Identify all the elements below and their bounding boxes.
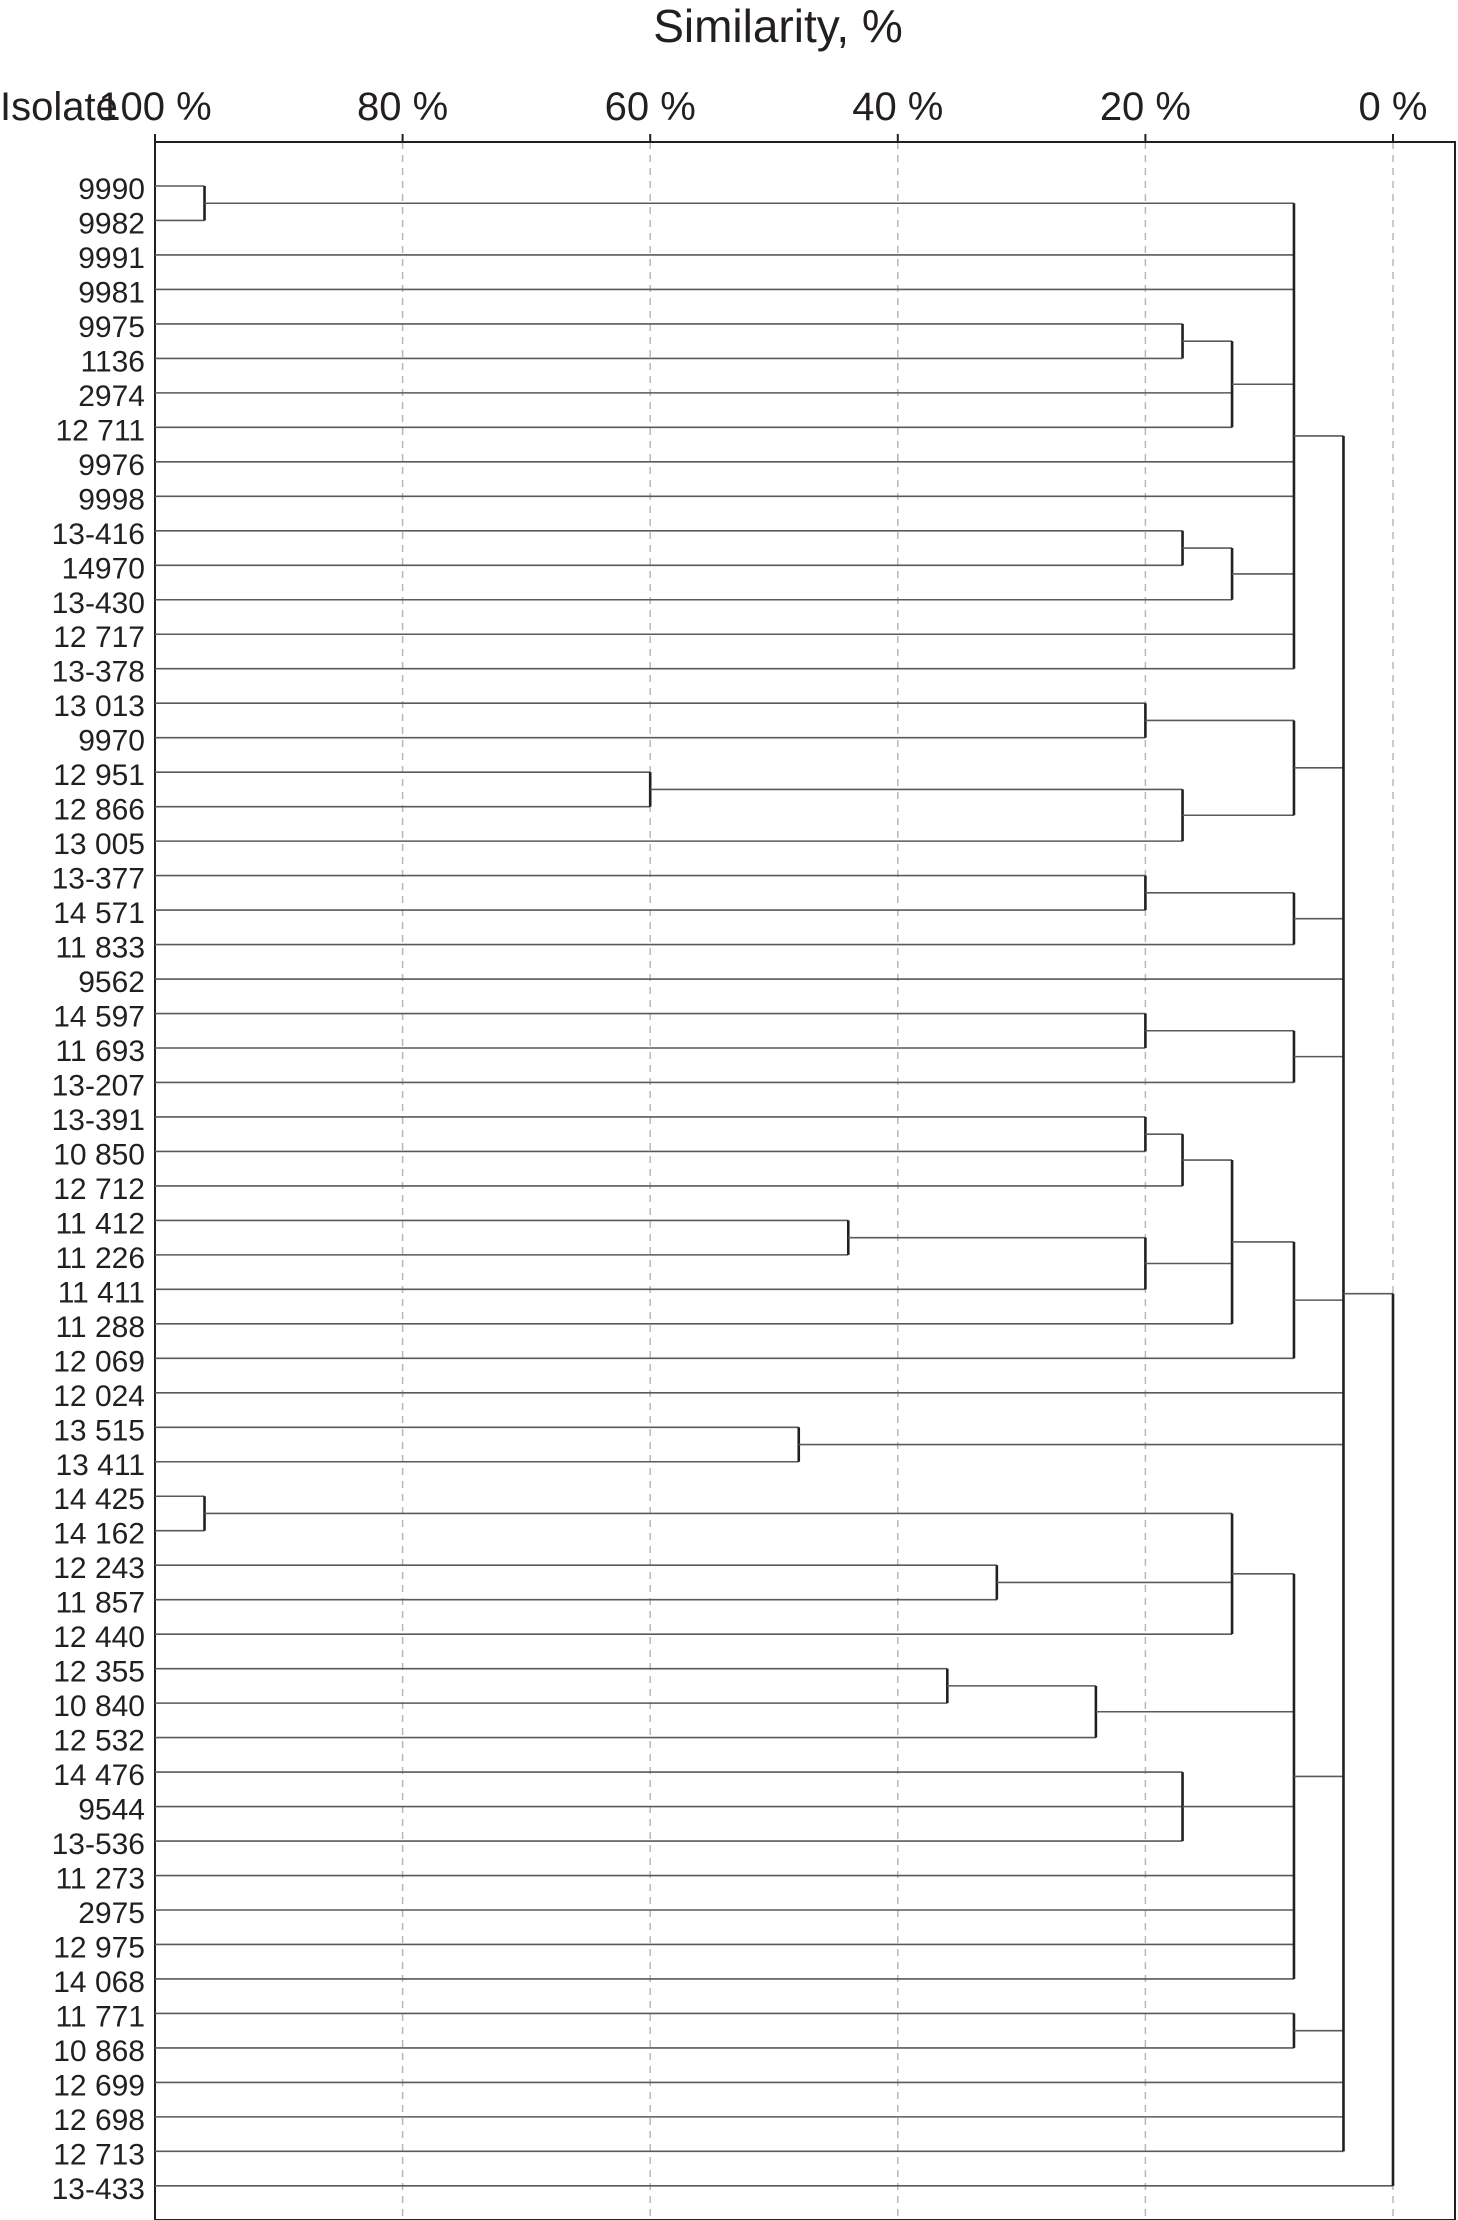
isolate-label: 13 515 — [53, 1414, 145, 1448]
isolate-label: 14 162 — [53, 1517, 145, 1551]
isolate-label: 2975 — [78, 1897, 145, 1930]
isolate-label: 11 273 — [55, 1862, 145, 1896]
isolate-label: 2974 — [78, 379, 145, 413]
isolate-label: 11 693 — [55, 1035, 145, 1068]
isolate-label: 12 712 — [53, 1172, 145, 1206]
isolate-label: 14 068 — [53, 1965, 145, 1999]
isolate-label: 13-377 — [51, 862, 145, 896]
isolate-label: 12 440 — [53, 1621, 145, 1655]
isolate-label: 9970 — [78, 724, 145, 758]
isolate-label: 10 868 — [53, 2034, 145, 2068]
plot-frame — [155, 142, 1455, 2220]
isolate-label: 13-207 — [51, 1069, 145, 1103]
isolate-label: 13 013 — [53, 690, 145, 724]
gridlines — [403, 142, 1393, 2220]
isolate-label: 11 288 — [55, 1310, 145, 1344]
isolate-label: 9998 — [78, 483, 145, 517]
isolate-label: 11 412 — [55, 1207, 145, 1241]
isolate-label: 14 425 — [53, 1483, 145, 1517]
isolate-label: 11 226 — [55, 1241, 145, 1275]
isolate-label: 14970 — [61, 552, 145, 586]
isolate-label: 14 571 — [53, 897, 145, 931]
isolate-label: 12 355 — [53, 1655, 145, 1689]
isolate-label: 12 711 — [55, 414, 145, 448]
tick-label: 100 % — [98, 85, 212, 129]
isolate-label: 9990 — [78, 173, 145, 206]
isolate-label: 9544 — [78, 1793, 145, 1827]
isolate-label: 11 411 — [57, 1276, 145, 1310]
isolate-label: 13 411 — [55, 1448, 145, 1482]
isolate-label: 12 717 — [53, 621, 145, 655]
row-header: Isolate — [0, 85, 118, 129]
isolate-label: 9976 — [78, 448, 145, 482]
tick-label: 40 % — [852, 85, 944, 129]
isolate-label: 10 850 — [53, 1138, 145, 1172]
isolate-label: 13-536 — [51, 1828, 145, 1862]
isolate-label: 12 713 — [53, 2138, 145, 2172]
x-axis-ticks — [98, 85, 1427, 142]
isolate-label: 12 866 — [53, 793, 145, 827]
chart-title: Similarity, % — [653, 0, 903, 52]
isolate-label: 12 699 — [53, 2069, 145, 2103]
dendrogram-branches — [155, 186, 1393, 2186]
tick-label: 80 % — [357, 85, 449, 129]
isolate-label: 13-416 — [51, 517, 145, 551]
isolate-label: 14 476 — [53, 1759, 145, 1793]
isolate-label: 11 833 — [55, 931, 145, 965]
isolate-label: 12 069 — [53, 1345, 145, 1379]
isolate-label: 13 005 — [53, 828, 145, 862]
tick-label: 60 % — [604, 85, 696, 129]
isolate-label: 9562 — [78, 966, 145, 1000]
isolate-label: 13-430 — [51, 586, 145, 620]
tick-label: 0 % — [1358, 85, 1428, 129]
isolate-label: 9991 — [78, 241, 145, 275]
isolate-label: 12 975 — [53, 1931, 145, 1965]
isolate-label: 9982 — [78, 207, 145, 241]
isolate-label: 13-433 — [51, 2172, 145, 2206]
isolate-label: 12 024 — [53, 1379, 145, 1413]
isolate-label: 12 951 — [53, 759, 145, 793]
isolate-label: 13-378 — [51, 655, 145, 689]
isolate-label: 12 532 — [53, 1724, 145, 1758]
isolate-label: 11 857 — [55, 1586, 145, 1620]
isolate-label: 1136 — [80, 345, 145, 379]
tick-label: 20 % — [1099, 85, 1191, 129]
isolate-label: 10 840 — [53, 1690, 145, 1724]
isolate-label: 14 597 — [53, 1000, 145, 1034]
isolate-label: 11 771 — [55, 2000, 145, 2034]
isolate-label: 9975 — [78, 310, 145, 344]
isolate-label: 12 243 — [53, 1552, 145, 1586]
isolate-label: 12 698 — [53, 2103, 145, 2137]
isolate-labels — [52, 173, 145, 2206]
isolate-label: 9981 — [78, 276, 145, 310]
isolate-label: 13-391 — [51, 1103, 145, 1137]
